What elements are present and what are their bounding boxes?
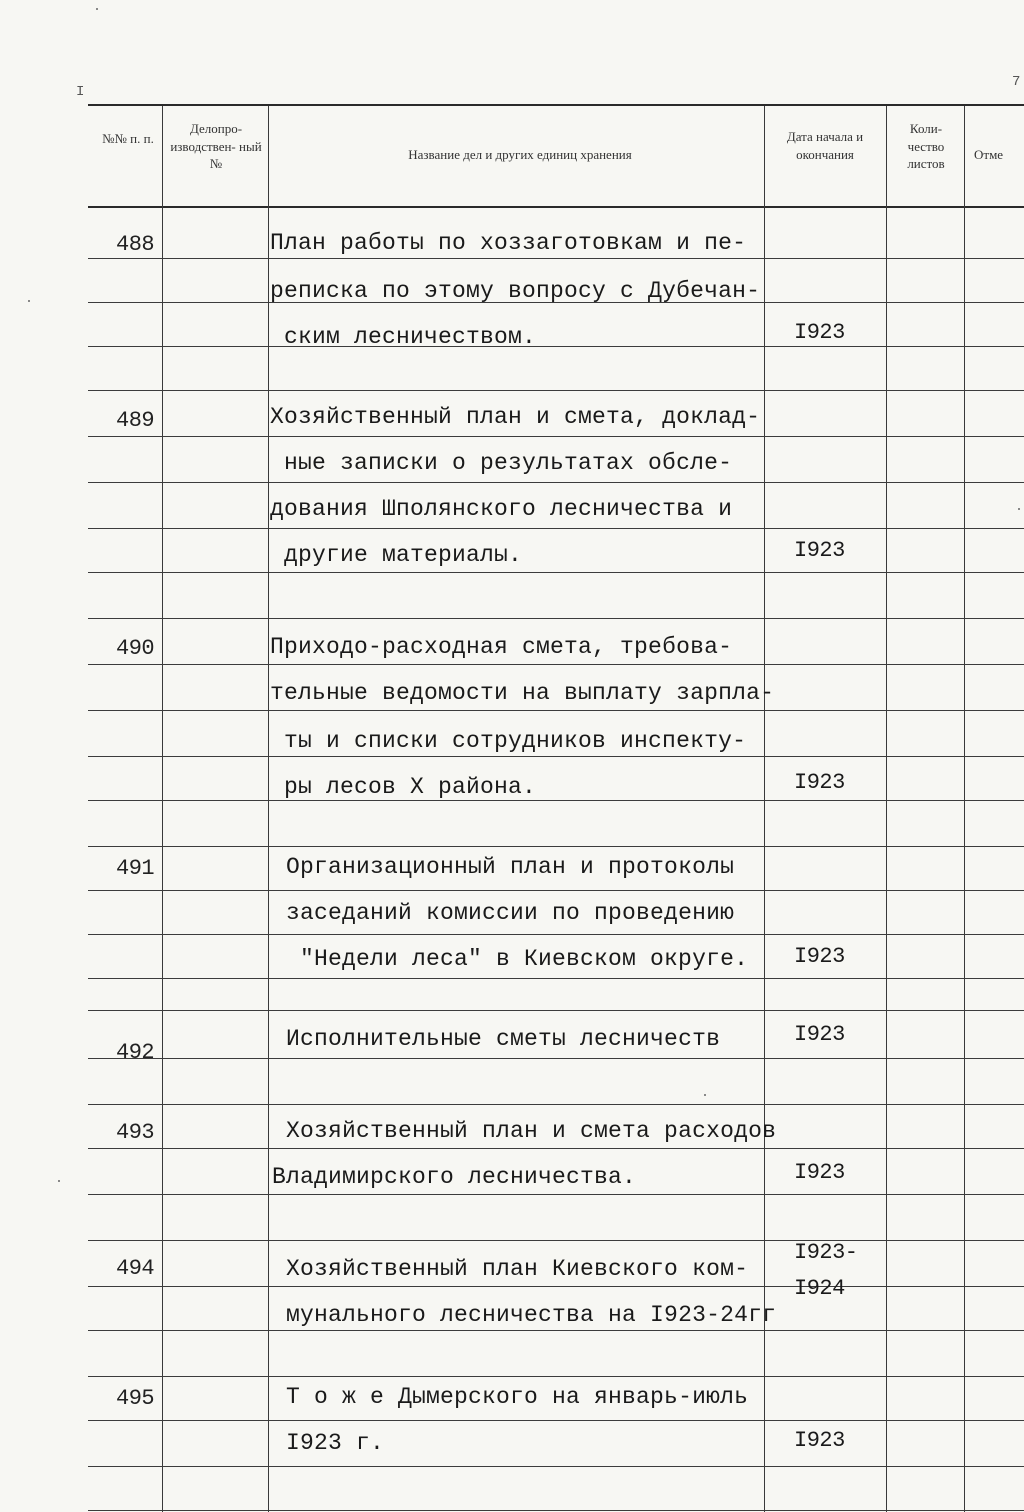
record-number: 490 bbox=[116, 636, 155, 661]
record-title-line: ные записки о результатах обсле- bbox=[284, 450, 733, 476]
ruled-line bbox=[88, 800, 1024, 801]
record-date: I923 bbox=[794, 1022, 845, 1047]
record-date: I923- bbox=[794, 1240, 858, 1265]
record-date: I923 bbox=[794, 944, 845, 969]
record-number: 493 bbox=[116, 1120, 155, 1145]
ruled-line bbox=[88, 1376, 1024, 1377]
ruled-line bbox=[88, 258, 1024, 259]
column-rule-5 bbox=[964, 106, 965, 1512]
scan-speck bbox=[96, 8, 98, 10]
header-col-office-number: Делопро- изводствен- ный № bbox=[170, 121, 262, 172]
column-rule-2 bbox=[268, 106, 269, 1512]
top-right-mark: 7 bbox=[1012, 74, 1021, 90]
record-title-line: ты и списки сотрудников инспекту- bbox=[284, 728, 747, 754]
record-date: I923 bbox=[794, 538, 845, 563]
record-number: 494 bbox=[116, 1256, 155, 1281]
ruled-line bbox=[88, 1240, 1024, 1241]
ruled-line bbox=[88, 890, 1024, 891]
ruled-line bbox=[88, 1104, 1024, 1105]
record-title-line: Владимирского лесничества. bbox=[272, 1164, 637, 1190]
record-title-line: ским лесничеством. bbox=[284, 324, 537, 350]
record-number: 488 bbox=[116, 232, 155, 257]
record-number: 492 bbox=[116, 1040, 155, 1065]
column-rule-1 bbox=[162, 106, 163, 1512]
record-number: 495 bbox=[116, 1386, 155, 1411]
ruled-line bbox=[88, 710, 1024, 711]
ruled-line bbox=[88, 1058, 1024, 1059]
ruled-line bbox=[88, 934, 1024, 935]
header-col-dates: Дата начала и окончания bbox=[786, 129, 864, 162]
record-title-line: Исполнительные сметы лесничеств bbox=[286, 1026, 721, 1052]
ruled-line bbox=[88, 1330, 1024, 1331]
header-top-rule bbox=[88, 104, 1024, 106]
record-title-line: "Недели леса" в Киевском округе. bbox=[300, 946, 749, 972]
record-title-line: заседаний комиссии по проведению bbox=[286, 900, 735, 926]
ruled-line bbox=[88, 436, 1024, 437]
header-col-notes: Отме bbox=[974, 147, 1004, 162]
ruled-line bbox=[88, 482, 1024, 483]
ruled-line bbox=[88, 1420, 1024, 1421]
record-title-line: План работы по хоззаготовкам и пе- bbox=[270, 230, 747, 256]
record-title-line: Приходо-расходная смета, требова- bbox=[270, 634, 733, 660]
record-date: I923 bbox=[794, 320, 845, 345]
record-title-line: дования Шполянского лесничества и bbox=[270, 496, 733, 522]
record-date: I923 bbox=[794, 1428, 845, 1453]
ruled-line bbox=[88, 1510, 1024, 1511]
ruled-line bbox=[88, 1148, 1024, 1149]
record-title-line: Хозяйственный план и смета, доклад- bbox=[270, 404, 761, 430]
record-title-line: I923 г. bbox=[286, 1430, 385, 1456]
top-left-mark: I bbox=[76, 84, 85, 100]
ruled-line bbox=[88, 1010, 1024, 1011]
record-title-line: Т о ж е Дымерского на январь-июль bbox=[286, 1384, 749, 1410]
record-title-line: ры лесов X района. bbox=[284, 774, 537, 800]
ruled-line bbox=[88, 390, 1024, 391]
ruled-line bbox=[88, 528, 1024, 529]
scan-speck bbox=[28, 300, 30, 302]
ruled-line bbox=[88, 572, 1024, 573]
record-title-line: тельные ведомости на выплату зарпла- bbox=[270, 680, 775, 706]
record-title-line: Хозяйственный план Киевского ком- bbox=[286, 1256, 749, 1282]
header-col-number: №№ п. п. bbox=[102, 131, 154, 146]
ruled-line bbox=[88, 978, 1024, 979]
ruled-line bbox=[88, 1466, 1024, 1467]
scan-speck bbox=[1018, 508, 1020, 510]
record-title-line: Организационный план и протоколы bbox=[286, 854, 735, 880]
ruled-line bbox=[88, 846, 1024, 847]
record-date: I924 bbox=[794, 1276, 845, 1301]
header-col-sheets: Коли- чество листов bbox=[907, 121, 945, 172]
record-number: 489 bbox=[116, 408, 155, 433]
record-date: I923 bbox=[794, 1160, 845, 1185]
ruled-line bbox=[88, 664, 1024, 665]
record-title-line: другие материалы. bbox=[284, 542, 523, 568]
header-col-title: Название дел и других единиц хранения bbox=[408, 147, 632, 162]
ruled-line bbox=[88, 756, 1024, 757]
ruled-line bbox=[88, 1194, 1024, 1195]
record-date: I923 bbox=[794, 770, 845, 795]
column-rule-4 bbox=[886, 106, 887, 1512]
header-bottom-rule bbox=[88, 206, 1024, 208]
scan-speck bbox=[58, 1180, 60, 1182]
ruled-line bbox=[88, 618, 1024, 619]
record-title-line: Хозяйственный план и смета расходов bbox=[286, 1118, 777, 1144]
record-title-line: мунального лесничества на I923-24гг bbox=[286, 1302, 777, 1328]
record-title-line: реписка по этому вопросу с Дубечан- bbox=[270, 278, 761, 304]
ruled-line bbox=[88, 1286, 1024, 1287]
scan-speck bbox=[704, 1094, 706, 1096]
ruled-line bbox=[88, 346, 1024, 347]
record-number: 491 bbox=[116, 856, 155, 881]
